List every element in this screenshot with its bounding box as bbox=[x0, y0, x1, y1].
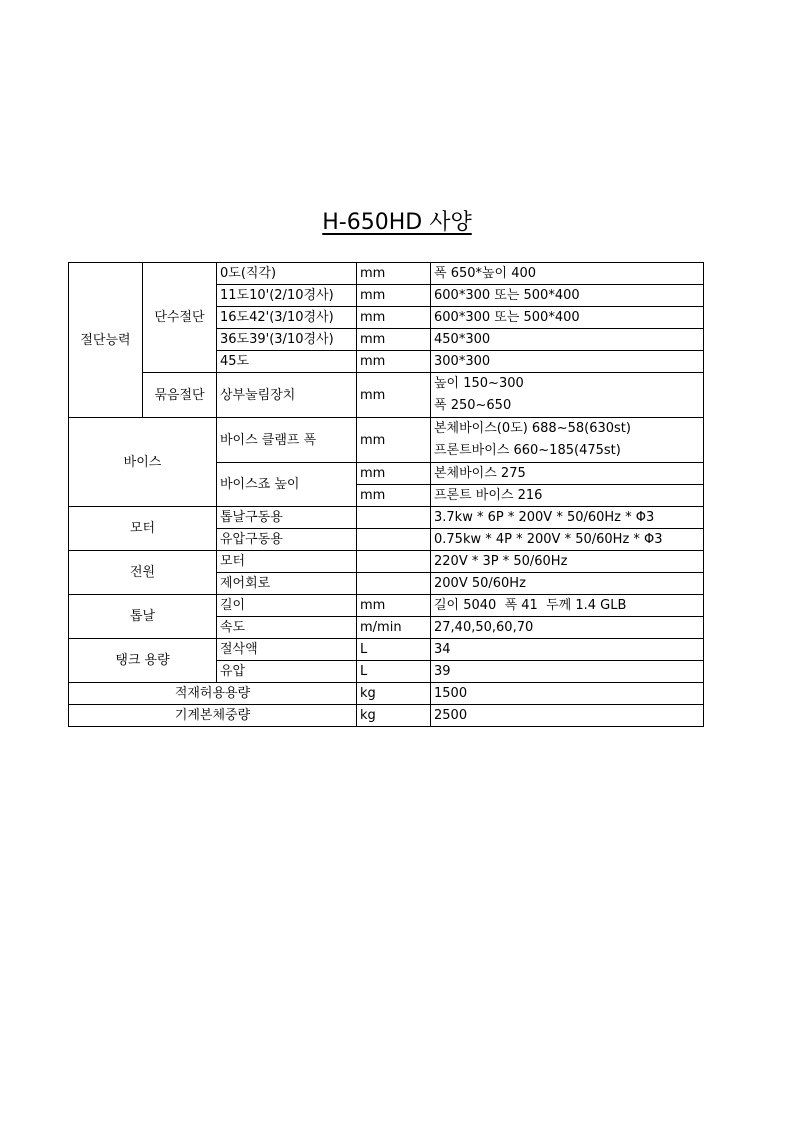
item-cell: 36도39'(3/10경사) bbox=[217, 329, 357, 351]
value-cell: 폭 650*높이 400 bbox=[431, 263, 704, 285]
unit-cell: mm bbox=[357, 463, 431, 485]
value-cell: 220V * 3P * 50/60Hz bbox=[431, 551, 704, 573]
table-row bbox=[69, 639, 704, 661]
value-cell: 34 bbox=[431, 639, 704, 661]
unit-cell: L bbox=[357, 639, 431, 661]
item-cell: 속도 bbox=[217, 617, 357, 639]
value-cell: 길이 5040 폭 41 두께 1.4 GLB bbox=[431, 595, 704, 617]
item-cell: 바이스죠 높이 bbox=[217, 463, 357, 507]
single-cut-label: 단수절단 bbox=[143, 263, 217, 373]
unit-cell: kg bbox=[357, 705, 431, 727]
unit-cell: mm bbox=[357, 485, 431, 507]
load-capacity-label: 적재허용용량 bbox=[69, 683, 357, 705]
item-cell: 유압 bbox=[217, 661, 357, 683]
unit-cell: mm bbox=[357, 373, 431, 418]
value-cell: 2500 bbox=[431, 705, 704, 727]
value-cell: 600*300 또는 500*400 bbox=[431, 307, 704, 329]
unit-cell: kg bbox=[357, 683, 431, 705]
table-row bbox=[69, 263, 704, 285]
value-cell: 39 bbox=[431, 661, 704, 683]
bundle-cut-label: 묶음절단 bbox=[143, 373, 217, 418]
value-cell: 본체바이스 275 bbox=[431, 463, 704, 485]
spec-table bbox=[68, 262, 704, 727]
cutting-capacity-label: 절단능력 bbox=[69, 263, 143, 418]
unit-cell bbox=[357, 507, 431, 529]
item-cell: 16도42'(3/10경사) bbox=[217, 307, 357, 329]
value-cell: 0.75kw * 4P * 200V * 50/60Hz * Φ3 bbox=[431, 529, 704, 551]
value-line: 프론트바이스 660~185(475st) bbox=[434, 443, 621, 458]
unit-cell bbox=[357, 573, 431, 595]
unit-cell: m/min bbox=[357, 617, 431, 639]
value-line: 본체바이스(0도) 688~58(630st) bbox=[434, 421, 631, 436]
value-cell: 1500 bbox=[431, 683, 704, 705]
unit-cell: mm bbox=[357, 418, 431, 463]
item-cell: 바이스 클램프 폭 bbox=[217, 418, 357, 463]
value-cell: 3.7kw * 6P * 200V * 50/60Hz * Φ3 bbox=[431, 507, 704, 529]
tank-label: 탱크 용량 bbox=[69, 639, 217, 683]
item-cell: 길이 bbox=[217, 595, 357, 617]
table-row bbox=[69, 683, 704, 705]
value-cell: 600*300 또는 500*400 bbox=[431, 285, 704, 307]
unit-cell: mm bbox=[357, 285, 431, 307]
motor-label: 모터 bbox=[69, 507, 217, 551]
value-cell: 프론트 바이스 216 bbox=[431, 485, 704, 507]
item-cell: 모터 bbox=[217, 551, 357, 573]
table-row bbox=[69, 595, 704, 617]
value-cell bbox=[431, 418, 704, 463]
blade-label: 톱날 bbox=[69, 595, 217, 639]
table-row bbox=[69, 551, 704, 573]
unit-cell: mm bbox=[357, 329, 431, 351]
item-cell: 45도 bbox=[217, 351, 357, 373]
value-cell: 450*300 bbox=[431, 329, 704, 351]
value-line: 높이 150~300 bbox=[434, 376, 524, 391]
unit-cell: mm bbox=[357, 595, 431, 617]
item-cell: 상부눌림장치 bbox=[217, 373, 357, 418]
unit-cell bbox=[357, 529, 431, 551]
power-label: 전원 bbox=[69, 551, 217, 595]
page-title: H-650HD 사양 bbox=[322, 210, 472, 235]
item-cell: 유압구동용 bbox=[217, 529, 357, 551]
value-line: 폭 250~650 bbox=[434, 398, 512, 413]
value-cell bbox=[431, 373, 704, 418]
item-cell: 절삭액 bbox=[217, 639, 357, 661]
unit-cell: L bbox=[357, 661, 431, 683]
value-cell: 200V 50/60Hz bbox=[431, 573, 704, 595]
machine-weight-label: 기계본체중량 bbox=[69, 705, 357, 727]
unit-cell: mm bbox=[357, 351, 431, 373]
item-cell: 톱날구동용 bbox=[217, 507, 357, 529]
unit-cell: mm bbox=[357, 307, 431, 329]
item-cell: 11도10'(2/10경사) bbox=[217, 285, 357, 307]
unit-cell bbox=[357, 551, 431, 573]
item-cell: 제어회로 bbox=[217, 573, 357, 595]
table-row bbox=[69, 705, 704, 727]
value-cell: 300*300 bbox=[431, 351, 704, 373]
unit-cell: mm bbox=[357, 263, 431, 285]
item-cell: 0도(직각) bbox=[217, 263, 357, 285]
table-row bbox=[69, 507, 704, 529]
vise-label: 바이스 bbox=[69, 418, 217, 507]
value-cell: 27,40,50,60,70 bbox=[431, 617, 704, 639]
